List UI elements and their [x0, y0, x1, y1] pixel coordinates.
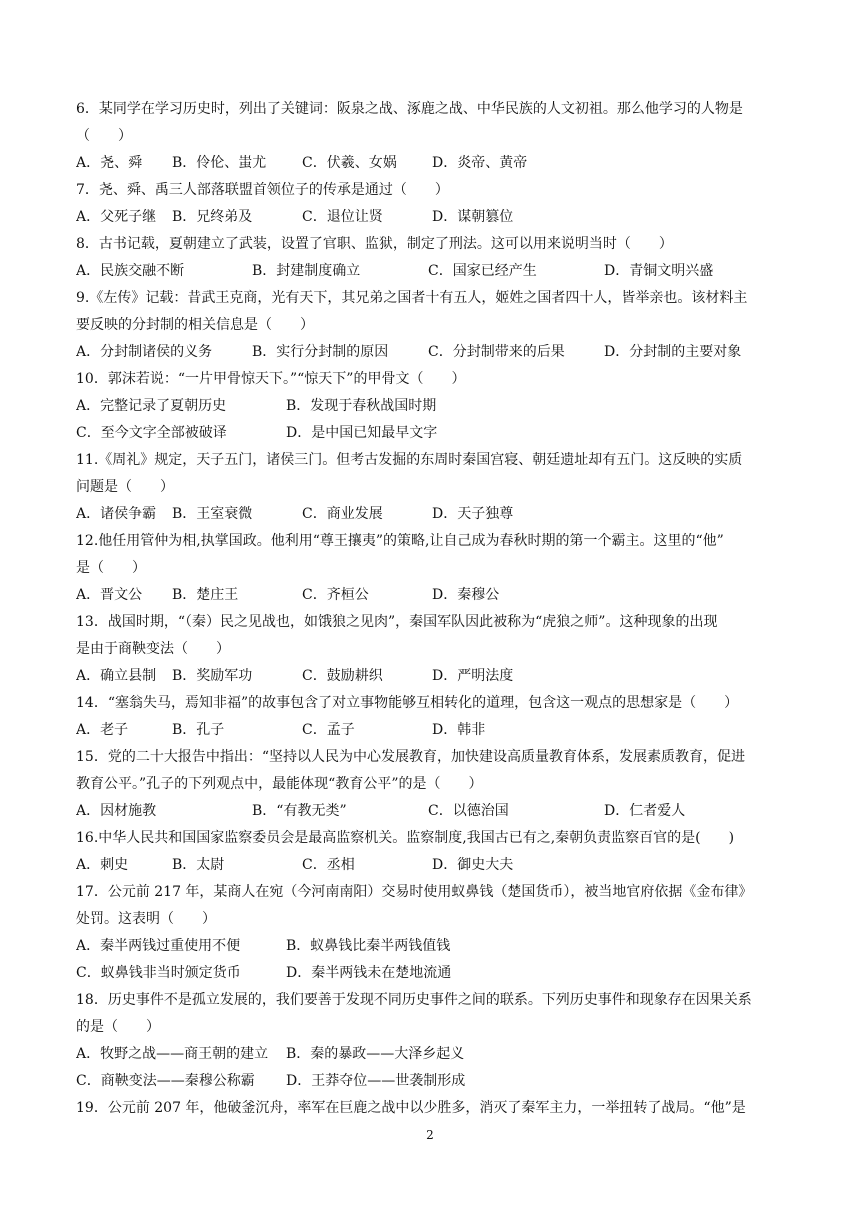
question-text-line: 教育公平。”孔子的下列观点中，最能体现“教育公平”的是（ ）: [76, 776, 483, 792]
question-text-line: 17．公元前 217 年，某商人在宛（今河南南阳）交易时使用蚁鼻钱（楚国货币），被当地官府依据《金布律》: [76, 884, 753, 900]
answer-options-line: [76, 1041, 792, 1068]
answer-options-line: [76, 204, 792, 231]
question-text-line: 处罚。这表明（ ）: [76, 911, 216, 927]
question-text-line: 要反映的分封制的相关信息是（ ）: [76, 317, 314, 333]
answer-option: C．伏羲、女娲: [302, 155, 397, 171]
answer-options-line: [76, 339, 792, 366]
answer-option: A．牧野之战——商王朝的建立: [76, 1046, 269, 1062]
question-text-line: 16.中华人民共和国国家监察委员会是最高监察机关。监察制度,我国古已有之,秦朝负责监察百官的是( ): [76, 830, 735, 846]
answer-option: B．孔子: [172, 722, 225, 738]
answer-option: A．分封制诸侯的义务: [76, 344, 213, 360]
answer-option: A．完整记录了夏朝历史: [76, 398, 227, 414]
answer-option: D．仁者爱人: [604, 803, 686, 819]
answer-options-line: [76, 582, 792, 609]
answer-options-line: [76, 717, 792, 744]
answer-option: D．分封制的主要对象: [604, 344, 742, 360]
answer-option: D．严明法度: [432, 668, 514, 684]
answer-option: C．齐桓公: [302, 587, 369, 603]
question-text-line: 14．“塞翁失马，焉知非福”的故事包含了对立事物能够互相转化的道理，包含这一观点的思想家是（ ）: [76, 695, 739, 711]
answer-option: A．老子: [76, 722, 129, 738]
answer-option: B．“有教无类”: [252, 803, 347, 819]
answer-option: D．天子独尊: [432, 506, 514, 522]
answer-option: C．商业发展: [302, 506, 383, 522]
answer-option: B．兄终弟及: [172, 209, 253, 225]
question-text-line: 问题是（ ）: [76, 479, 174, 495]
answer-option: A．因材施教: [76, 803, 157, 819]
answer-option: C．退位让贤: [302, 209, 383, 225]
answer-option: B．太尉: [172, 857, 225, 873]
answer-option: C．国家已经产生: [428, 263, 537, 279]
answer-option: D．炎帝、黄帝: [432, 155, 528, 171]
answer-options-line: [76, 798, 792, 825]
answer-option: D．秦半两钱未在楚地流通: [286, 965, 452, 981]
answer-option: A．确立县制: [76, 668, 157, 684]
answer-option: B．封建制度确立: [252, 263, 361, 279]
question-text-line: 是（ ）: [76, 560, 146, 576]
answer-option: A．诸侯争霸: [76, 506, 157, 522]
question-text-line: 是由于商鞅变法（ ）: [76, 641, 230, 657]
answer-option: B．蚁鼻钱比秦半两钱值钱: [286, 938, 451, 954]
question-text-line: 11.《周礼》规定，天子五门，诸侯三门。但考古发掘的东周时秦国宫寝、朝廷遗址却有五门。这反映的实质: [76, 452, 743, 468]
answer-option: D．御史大夫: [432, 857, 514, 873]
answer-option: A．晋文公: [76, 587, 143, 603]
answer-option: B．秦的暴政——大泽乡起义: [286, 1046, 465, 1062]
answer-option: C．鼓励耕织: [302, 668, 383, 684]
answer-option: C．至今文字全部被破译: [76, 425, 227, 441]
question-text-line: 15．党的二十大报告中指出：“坚持以人民为中心发展教育，加快建设高质量教育体系，发展素质教育，促进: [76, 749, 745, 765]
answer-option: A．民族交融不断: [76, 263, 185, 279]
answer-option: A．刺史: [76, 857, 129, 873]
question-text-line: 6．某同学在学习历史时，列出了关键词：阪泉之战、涿鹿之战、中华民族的人文初祖。那么他学习的人物是: [76, 101, 743, 117]
answer-option: B．发现于春秋战国时期: [286, 398, 437, 414]
answer-option: D．青铜文明兴盛: [604, 263, 714, 279]
answer-options-line: [76, 933, 792, 960]
question-text-line: 13．战国时期，“（秦）民之见战也，如饿狼之见肉”，秦国军队因此被称为“虎狼之师”。这种现象的出现: [76, 614, 718, 630]
question-text-line: 7．尧、舜、禹三人部落联盟首领位子的传承是通过（ ）: [76, 182, 449, 198]
answer-option: D．谋朝篡位: [432, 209, 514, 225]
answer-option: C．以德治国: [428, 803, 509, 819]
answer-option: B．楚庄王: [172, 587, 239, 603]
answer-option: B．王室衰微: [172, 506, 253, 522]
question-text-line: 的是（ ）: [76, 1019, 160, 1035]
answer-option: D．是中国已知最早文字: [286, 425, 438, 441]
answer-options-line: [76, 501, 792, 528]
answer-option: B．实行分封制的原因: [252, 344, 389, 360]
answer-options-line: [76, 852, 792, 879]
answer-option: B．伶伦、蚩尤: [172, 155, 267, 171]
question-text-line: 9.《左传》记载：昔武王克商，光有天下，其兄弟之国者十有五人，姬姓之国者四十人，皆举亲也。该材料主: [76, 290, 748, 306]
question-list: [76, 96, 792, 1122]
answer-option: B．奖励军功: [172, 668, 253, 684]
answer-option: C．蚁鼻钱非当时颁定货币: [76, 965, 241, 981]
question-text-line: 19．公元前 207 年，他破釜沉舟，率军在巨鹿之战中以少胜多，消灭了秦军主力，一举扭转了战局。“他”是: [76, 1100, 746, 1116]
answer-option: A．父死子继: [76, 209, 157, 225]
answer-options-line: [76, 393, 792, 420]
question-text-line: 12.他任用管仲为相,执掌国政。他利用“尊王攘夷”的策略,让自己成为春秋时期的第一个霸主。这里的“他”: [76, 533, 724, 549]
answer-option: D．秦穆公: [432, 587, 500, 603]
page-number: 2: [426, 1128, 434, 1142]
answer-options-line: [76, 1068, 792, 1095]
answer-option: D．韩非: [432, 722, 486, 738]
answer-options-line: [76, 420, 792, 447]
question-text-line: 10．郭沫若说：“一片甲骨惊天下。”“惊天下”的甲骨文（ ）: [76, 371, 466, 387]
answer-options-line: [76, 960, 792, 987]
answer-option: A．尧、舜: [76, 155, 143, 171]
answer-option: C．孟子: [302, 722, 355, 738]
answer-options-line: [76, 150, 792, 177]
question-text-line: （ ）: [76, 128, 132, 144]
question-text-line: 18．历史事件不是孤立发展的，我们要善于发现不同历史事件之间的联系。下列历史事件和现象存在因果关系: [76, 992, 752, 1008]
answer-option: A．秦半两钱过重使用不便: [76, 938, 241, 954]
answer-options-line: [76, 258, 792, 285]
question-text-line: 8．古书记载，夏朝建立了武装，设置了官职、监狱，制定了刑法。这可以用来说明当时（ ）: [76, 236, 673, 252]
answer-option: C．分封制带来的后果: [428, 344, 565, 360]
answer-option: C．丞相: [302, 857, 355, 873]
answer-option: D．王莽夺位——世袭制形成: [286, 1073, 466, 1089]
answer-options-line: [76, 663, 792, 690]
answer-option: C．商鞅变法——秦穆公称霸: [76, 1073, 255, 1089]
